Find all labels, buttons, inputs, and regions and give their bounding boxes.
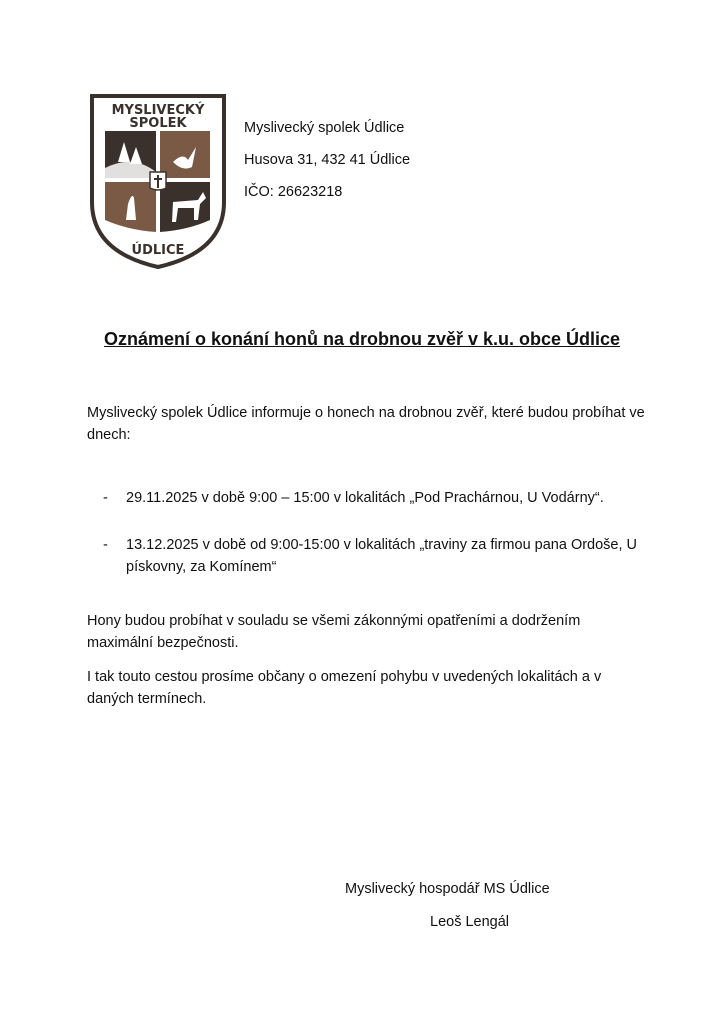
list-item-text: 13.12.2025 v době od 9:00-15:00 v lokalitách „traviny za firmou pana Ordoše, U pískovny, za Komínem“: [126, 537, 638, 575]
request-paragraph: I tak touto cestou prosíme občany o omezení pohybu v uvedených lokalitách a v daných termínech.: [87, 669, 602, 707]
signature-name: Leoš Lengál: [430, 914, 510, 930]
intro-paragraph: Myslivecký spolek Údlice informuje o honech na drobnou zvěř, které budou probíhat ve dnech:: [87, 405, 645, 443]
list-item: [105, 534, 645, 578]
org-address: Husova 31, 432 41 Údlice: [244, 152, 411, 168]
hunting-club-logo: [88, 92, 228, 270]
org-name: Myslivecký spolek Údlice: [244, 120, 405, 136]
safety-paragraph: Hony budou probíhat v souladu se všemi zákonnými opatřeními a dodržením maximální bezpečnosti.: [87, 613, 581, 651]
signature-role: Myslivecký hospodář MS Údlice: [345, 881, 550, 897]
list-bullet: -: [103, 490, 108, 506]
list-item-text: 29.11.2025 v době 9:00 – 15:00 v lokalitách „Pod Prachárnou, U Vodárny“.: [126, 490, 604, 506]
svg-text:MYSLIVECKÝ: MYSLIVECKÝ: [111, 103, 205, 118]
logo-bottom-text: ÚDLICE: [131, 243, 185, 258]
list-bullet: -: [103, 537, 108, 553]
list-item: [105, 487, 645, 509]
svg-text:SPOLEK: SPOLEK: [129, 116, 187, 131]
org-ico: IČO: 26623218: [244, 184, 343, 200]
notice-title: Oznámení o konání honů na drobnou zvěř v k.u. obce Údlice: [103, 329, 621, 349]
